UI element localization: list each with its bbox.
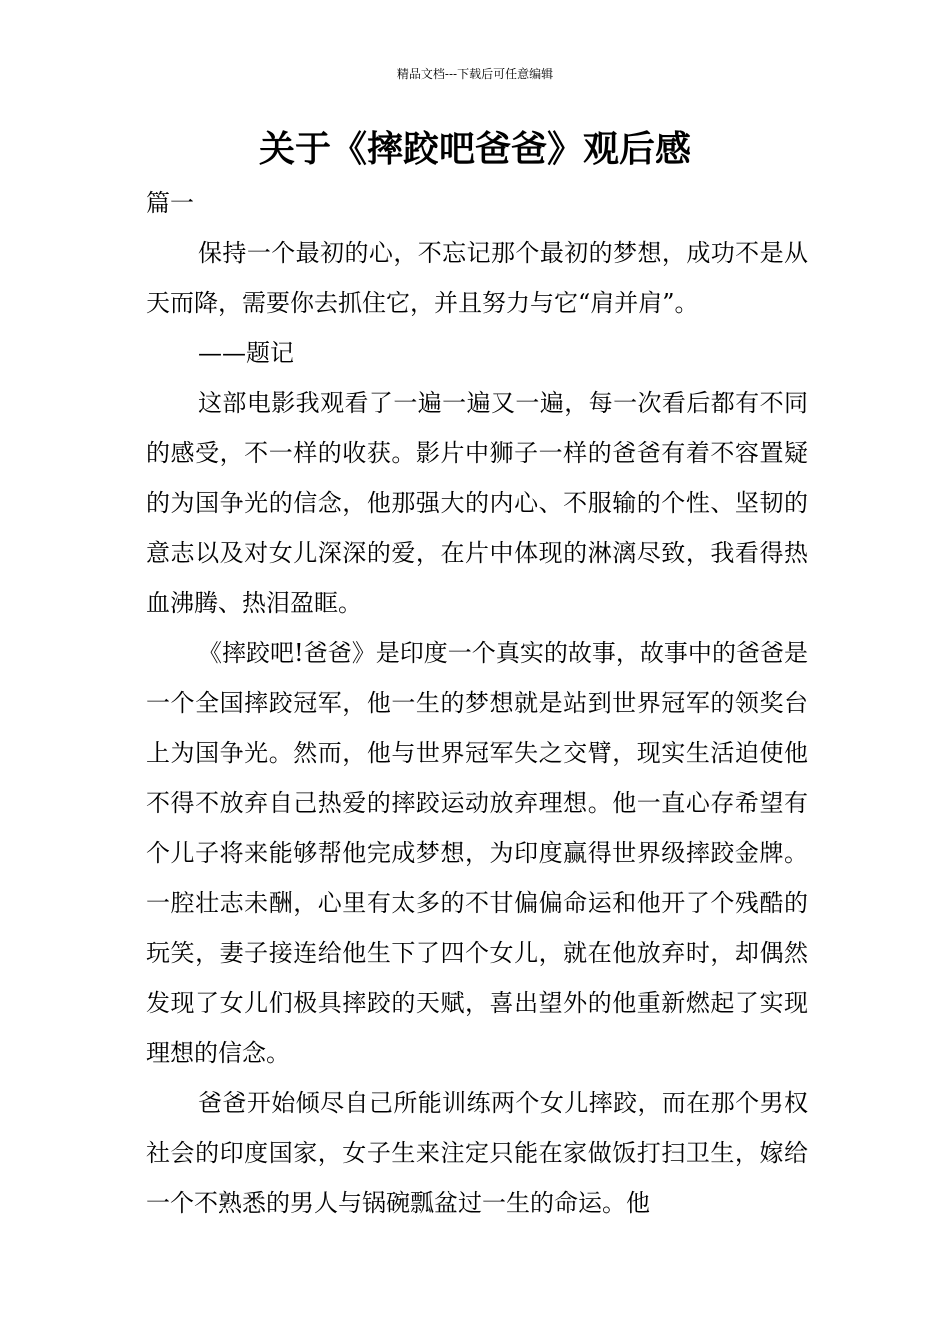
paragraph-1: 这部电影我观看了一遍一遍又一遍，每一次看后都有不同的感受，不一样的收获。影片中狮子一样的爸爸有着不容置疑的为国争光的信念，他那强大的内心、不服输的个性、坚韧的意志以及对女儿深深的爱，在片中体现的淋漓尽致，我看得热血沸腾、热泪盈眶。 — [146, 389, 808, 617]
document-title: 关于《摔跤吧爸爸》观后感 — [258, 129, 691, 170]
section-label: 篇一 — [146, 189, 194, 217]
document-body — [146, 178, 808, 1228]
paragraph-epigraph-attribution: ——题记 — [198, 339, 294, 367]
paragraph-epigraph: 保持一个最初的心，不忘记那个最初的梦想，成功不是从天而降，需要你去抓住它，并且努力与它“肩并肩”。 — [146, 239, 808, 317]
paragraph-3: 爸爸开始倾尽自己所能训练两个女儿摔跤，而在那个男权社会的印度国家，女子生来注定只能在家做饭打扫卫生，嫁给一个不熟悉的男人与锅碗瓢盆过一生的命运。他 — [146, 1089, 808, 1217]
paragraph-2: 《摔跤吧!爸爸》是印度一个真实的故事，故事中的爸爸是一个全国摔跤冠军，他一生的梦想就是站到世界冠军的领奖台上为国争光。然而，他与世界冠军失之交臂，现实生活迫使他不得不放弃自己热爱的摔跤运动放弃理想。他一直心存希望有个儿子将来能够帮他完成梦想，为印度赢得世界级摔跤金牌。一腔壮志未酬，心里有太多的不甘偏偏命运和他开了个残酷的玩笑，妻子接连给他生下了四个女儿，就在他放弃时，却偶然发现了女儿们极具摔跤的天赋，喜出望外的他重新燃起了实现理想的信念。 — [146, 639, 808, 1067]
header-note: 精品文档---下载后可任意编辑 — [396, 67, 554, 81]
